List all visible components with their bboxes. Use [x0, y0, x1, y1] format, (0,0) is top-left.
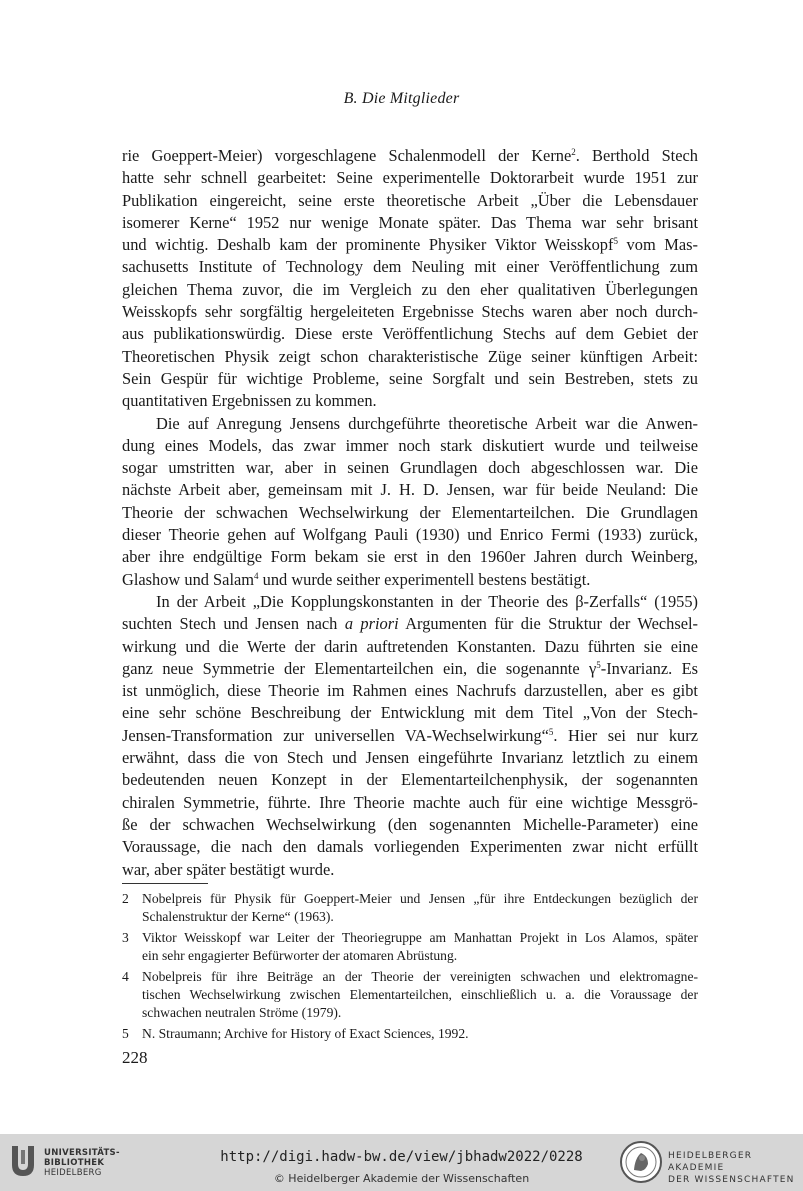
footnote-text: Viktor Weisskopf war Leiter der Theoriegruppe am Manhattan Projekt in Los Alamos, später ein sehr engagierter Befürworter der atomaren Abrüstung.	[142, 930, 698, 963]
copyright-notice: © Heidelberger Akademie der Wissenschaften	[273, 1172, 530, 1185]
text-line: Glashow und Salam$^4$ und wurde seither experimentell bestens bestätigt.	[122, 569, 591, 589]
footnote-divider	[122, 883, 208, 884]
text-line: Jensen-Transformation zur universellen VA-Wechselwirkung“$^5$. Hier sei nur kurz	[122, 725, 698, 745]
italic-term: a priori	[344, 614, 399, 634]
text-line: Publikation eingereicht, seine erste theoretische Arbeit „Über die Lebensdauer	[122, 190, 698, 210]
paragraph-3	[122, 591, 698, 881]
paragraph-2	[122, 413, 698, 591]
running-head: B. Die Mitglieder	[343, 90, 460, 107]
body-text	[122, 145, 698, 881]
text-line: hatte sehr schnell gearbeitet: Seine experimentelle Doktorarbeit wurde 1951 zur	[122, 168, 698, 188]
text-line: chiralen Symmetrie, führte. Ihre Theorie machte auch für eine wichtige Messgrö-	[122, 792, 698, 812]
footnote-number: 2	[122, 891, 129, 906]
text-line: aber ihre endgültige Form bekam sie erst in den 1960er Jahren durch Weinberg,	[122, 547, 698, 567]
text-line: und wichtig. Deshalb kam der prominente Physiker Viktor Weisskopf$^5$ vom Mas-	[122, 235, 698, 255]
footnote-ref[interactable]: 5	[548, 726, 554, 737]
text-line: dung eines Models, das zwar immer noch stark diskutiert wurde und teilweise	[122, 435, 698, 455]
text-line: war, aber später bestätigt wurde.	[122, 859, 335, 879]
viewer-footer	[0, 1134, 803, 1191]
text-line: suchten Stech und Jensen nach a priori Argumenten für die Struktur der Wechsel-	[122, 614, 698, 634]
footnote-text: Nobelpreis für Physik für Goeppert-Meier und Jensen „für ihre Entdeckungen bezüglich der Schalenstruktur der Kerne“ (1963).	[142, 891, 698, 924]
text-line: In der Arbeit „Die Kopplungskonstanten in der Theorie des β-Zerfalls“ (1955)	[156, 591, 698, 611]
text-line: quantitativen Ergebnissen zu kommen.	[122, 391, 377, 411]
text-line: aus publikationswürdig. Diese erste Veröffentlichung Stechs auf dem Gebiet der	[122, 324, 698, 344]
text-line: Weisskopfs sehr sorgfältig hergeleiteten Ergebnisse Stechs waren aber noch durch-	[122, 302, 698, 322]
text-line: sachusetts Institute of Technology dem Neuling mit einer Veröffentlichung zum	[122, 257, 698, 277]
text-line: ße der schwachen Wechselwirkung (den sogenannten Michelle-Parameter) eine	[122, 814, 698, 834]
footnote-ref[interactable]: 4	[254, 570, 259, 581]
footnote-ref[interactable]: 2	[571, 147, 576, 157]
footnote-number: 5	[122, 1026, 129, 1041]
text-line: Voraussage, die nach den damals vorliegenden Experimenten zwar nicht erfüllt	[122, 837, 698, 857]
text-line: Sein Gespür für wichtige Probleme, seine Sorgfalt und sein Bestreben, stets zu	[122, 368, 698, 388]
text-line: erwähnt, dass die von Stech und Jensen eingeführte Invarianz letztlich zu einem	[122, 748, 698, 768]
footnote-number: 4	[122, 969, 129, 984]
footnote	[122, 890, 698, 926]
superscript: 5	[596, 659, 601, 670]
text-line: wirkung und die Werte der darin auftretenden Konstanten. Dazu führten sie eine	[122, 636, 698, 656]
text-line: Theorie der schwachen Wechselwirkung der Elementarteilchen. Die Grundlagen	[122, 502, 698, 522]
text-line: ganz neue Symmetrie der Elementarteilchen ein, die sogenannte $\gamma^5$-Invarianz. Es	[122, 658, 698, 678]
footnote	[122, 1025, 698, 1043]
text-line: bedeutenden neuen Konzept in der Elementarteilchenphysik, der sogenannten	[122, 770, 698, 790]
text-line: nächste Arbeit aber, gemeinsam mit J. H. D. Jensen, war für beide Neuland: Die	[122, 480, 698, 500]
text-line: sogar umstritten war, aber in seinen Grundlagen doch abgeschlossen war. Die	[122, 458, 698, 478]
text-line: gleichen Thema zuvor, die im Vergleich zu den eher qualitativen Überlegungen	[122, 279, 698, 299]
academy-name[interactable]: HEIDELBERGER AKADEMIE DER WISSENSCHAFTEN	[668, 1151, 795, 1185]
text-line: ist unmöglich, diese Theorie im Rahmen eines Nachrufs darzustellen, aber es gibt	[122, 681, 698, 701]
document-url-link[interactable]: http://digi.hadw-bw.de/view/jbhadw2022/0228	[220, 1149, 583, 1165]
text-line: eine sehr schöne Beschreibung der Entwicklung mit dem Titel „Von der Stech-	[122, 703, 698, 723]
paragraph-1	[122, 145, 698, 413]
footnotes	[122, 890, 698, 1046]
footnote	[122, 968, 698, 1022]
text-line: rie Goeppert-Meier) vorgeschlagene Schalenmodell der Kerne$^2$. Berthold Stech	[122, 146, 698, 165]
footnote-text: Nobelpreis für ihre Beiträge an der Theorie der vereinigten schwachen und elektromagne- tischen Wechselwirkung zwischen Elementarteilchen, einschließlich u. a. die Voraussage der schwachen neutralen Ströme (1979).	[142, 969, 698, 1020]
text-line: dieser Theorie gehen auf Wolfgang Pauli (1930) und Enrico Fermi (1933) zurück,	[122, 525, 698, 545]
text-line: isomerer Kerne“ 1952 nur wenige Monate später. Das Thema war sehr brisant	[122, 212, 698, 232]
academy-seal-icon[interactable]	[619, 1140, 663, 1184]
text-line: Theoretischen Physik zeigt schon charakteristische Züge seiner künftigen Arbeit:	[122, 346, 698, 366]
footnote-ref[interactable]: 5	[613, 236, 618, 247]
university-library-name[interactable]: UNIVERSITÄTS- BIBLIOTHEK HEIDELBERG	[44, 1148, 120, 1178]
text-line: Die auf Anregung Jensens durchgeführte theoretische Arbeit war die Anwen-	[156, 413, 698, 433]
footnote	[122, 929, 698, 965]
footnote-number: 3	[122, 930, 129, 945]
footnote-text: N. Straumann; Archive for History of Exact Sciences, 1992.	[142, 1026, 469, 1041]
page-number: 228	[122, 1048, 148, 1067]
